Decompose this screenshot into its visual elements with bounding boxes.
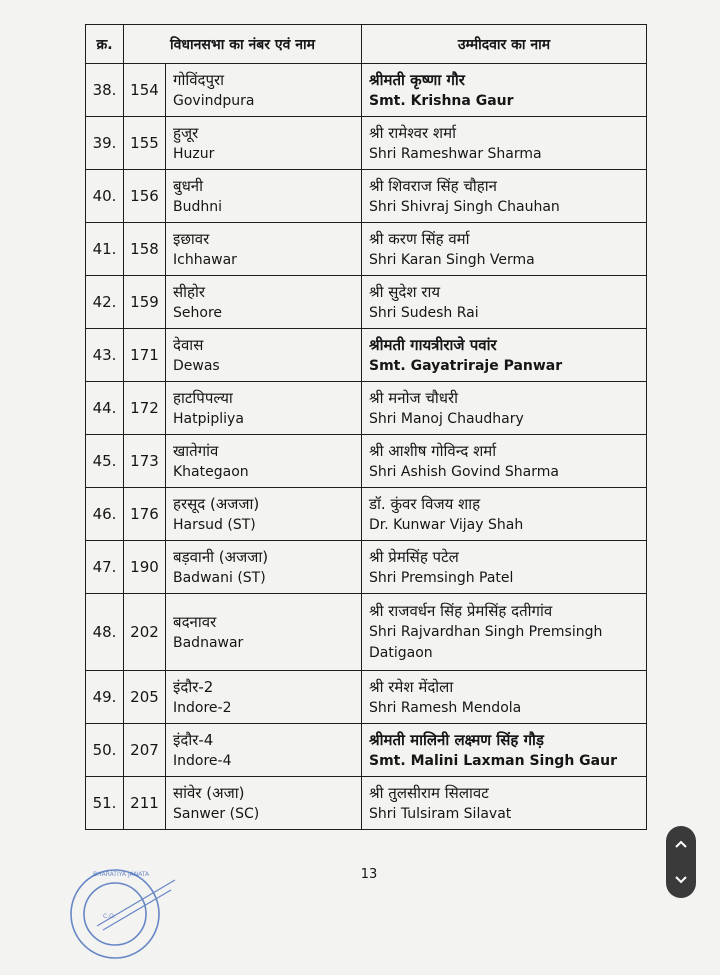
constituency-name-hindi: खातेगांव bbox=[173, 441, 219, 460]
constituency-name-hindi: इंदौर-4 bbox=[173, 730, 214, 749]
constituency-name-hindi: इछावर bbox=[173, 229, 210, 248]
ac-number-cell: 154 bbox=[124, 64, 166, 117]
table-header-row bbox=[86, 25, 647, 64]
candidate-cell bbox=[362, 594, 647, 671]
constituency-cell bbox=[166, 671, 362, 724]
candidate-name-hindi: श्री आशीष गोविन्द शर्मा bbox=[369, 441, 497, 460]
candidate-name-english: Shri Sudesh Rai bbox=[369, 304, 479, 321]
ac-number-cell: 207 bbox=[124, 724, 166, 777]
constituency-cell bbox=[166, 541, 362, 594]
table-row bbox=[86, 276, 647, 329]
candidate-cell bbox=[362, 170, 647, 223]
candidate-name-hindi: श्री शिवराज सिंह चौहान bbox=[369, 176, 497, 195]
candidate-name-hindi: श्री रामेश्वर शर्मा bbox=[369, 123, 456, 142]
ac-number-cell: 156 bbox=[124, 170, 166, 223]
table-row bbox=[86, 223, 647, 276]
constituency-name-hindi: इंदौर-2 bbox=[173, 677, 214, 696]
table-row bbox=[86, 64, 647, 117]
constituency-name-hindi: बदनावर bbox=[173, 612, 217, 631]
candidate-name-english: Smt. Krishna Gaur bbox=[369, 92, 514, 109]
constituency-name-english: Sehore bbox=[173, 304, 222, 321]
chevron-up-icon bbox=[674, 839, 688, 849]
candidate-name-english: Shri Karan Singh Verma bbox=[369, 251, 535, 268]
chevron-down-icon bbox=[674, 875, 688, 885]
candidate-name-hindi: श्रीमती मालिनी लक्ष्मण सिंह गौड़ bbox=[369, 730, 544, 749]
constituency-cell bbox=[166, 223, 362, 276]
table-row bbox=[86, 117, 647, 170]
svg-text:BHARATIYA JANATA: BHARATIYA JANATA bbox=[93, 871, 150, 878]
serial-cell: 44. bbox=[86, 382, 124, 435]
constituency-cell bbox=[166, 777, 362, 830]
serial-cell: 50. bbox=[86, 724, 124, 777]
constituency-name-hindi: हुजूर bbox=[173, 123, 199, 142]
constituency-cell bbox=[166, 594, 362, 671]
table-row bbox=[86, 541, 647, 594]
constituency-cell bbox=[166, 435, 362, 488]
candidate-name-hindi: श्रीमती गायत्रीराजे पवांर bbox=[369, 335, 497, 354]
candidate-name-hindi: श्री तुलसीराम सिलावट bbox=[369, 783, 489, 802]
candidate-name-english: Smt. Gayatriraje Panwar bbox=[369, 357, 563, 374]
candidate-name-english: Shri Rameshwar Sharma bbox=[369, 145, 542, 162]
serial-cell: 45. bbox=[86, 435, 124, 488]
table-row bbox=[86, 382, 647, 435]
candidate-cell bbox=[362, 276, 647, 329]
constituency-name-english: Badwani (ST) bbox=[173, 569, 266, 586]
svg-text:C.O.: C.O. bbox=[103, 913, 116, 920]
serial-cell: 42. bbox=[86, 276, 124, 329]
candidate-name-hindi: श्री मनोज चौधरी bbox=[369, 388, 459, 407]
constituency-name-english: Govindpura bbox=[173, 92, 255, 109]
constituency-name-hindi: हरसूद (अजजा) bbox=[173, 494, 260, 513]
constituency-name-english: Indore-4 bbox=[173, 752, 232, 769]
candidate-table bbox=[85, 24, 647, 830]
candidate-cell bbox=[362, 117, 647, 170]
candidate-name-english: Shri Ramesh Mendola bbox=[369, 699, 522, 716]
candidate-cell bbox=[362, 724, 647, 777]
constituency-name-english: Hatpipliya bbox=[173, 410, 244, 427]
constituency-cell bbox=[166, 64, 362, 117]
ac-number-cell: 205 bbox=[124, 671, 166, 724]
serial-cell: 39. bbox=[86, 117, 124, 170]
header-serial: क्र. bbox=[86, 25, 124, 64]
party-stamp-image bbox=[63, 860, 183, 968]
constituency-name-hindi: देवास bbox=[173, 335, 204, 354]
candidate-cell bbox=[362, 382, 647, 435]
constituency-name-english: Huzur bbox=[173, 145, 215, 162]
ac-number-cell: 173 bbox=[124, 435, 166, 488]
ac-number-cell: 158 bbox=[124, 223, 166, 276]
candidate-name-hindi: डॉ. कुंवर विजय शाह bbox=[369, 494, 481, 513]
scroll-up-button[interactable] bbox=[666, 826, 696, 862]
candidate-cell bbox=[362, 435, 647, 488]
serial-cell: 38. bbox=[86, 64, 124, 117]
serial-cell: 40. bbox=[86, 170, 124, 223]
ac-number-cell: 171 bbox=[124, 329, 166, 382]
constituency-name-english: Khategaon bbox=[173, 463, 249, 480]
candidate-name-hindi: श्रीमती कृष्णा गौर bbox=[369, 70, 465, 89]
table-row bbox=[86, 329, 647, 382]
candidate-name-english: Shri Ashish Govind Sharma bbox=[369, 463, 559, 480]
serial-cell: 48. bbox=[86, 594, 124, 671]
candidate-cell bbox=[362, 64, 647, 117]
constituency-name-hindi: बुधनी bbox=[173, 176, 204, 195]
table-row bbox=[86, 777, 647, 830]
candidate-cell bbox=[362, 329, 647, 382]
candidate-name-hindi: श्री सुदेश राय bbox=[369, 282, 441, 301]
candidate-name-hindi: श्री राजवर्धन सिंह प्रेमसिंह दतीगांव bbox=[369, 602, 553, 620]
serial-cell: 47. bbox=[86, 541, 124, 594]
serial-cell: 46. bbox=[86, 488, 124, 541]
serial-cell: 51. bbox=[86, 777, 124, 830]
constituency-name-english: Harsud (ST) bbox=[173, 516, 256, 533]
table-row bbox=[86, 671, 647, 724]
serial-cell: 49. bbox=[86, 671, 124, 724]
ac-number-cell: 159 bbox=[124, 276, 166, 329]
ac-number-cell: 155 bbox=[124, 117, 166, 170]
ac-number-cell: 190 bbox=[124, 541, 166, 594]
constituency-cell bbox=[166, 329, 362, 382]
candidate-cell bbox=[362, 488, 647, 541]
candidate-name-hindi: श्री रमेश मेंदोला bbox=[369, 677, 454, 696]
candidate-name-english: Shri Tulsiram Silavat bbox=[369, 805, 512, 822]
constituency-cell bbox=[166, 382, 362, 435]
serial-cell: 43. bbox=[86, 329, 124, 382]
candidate-cell bbox=[362, 541, 647, 594]
table-row bbox=[86, 724, 647, 777]
constituency-name-english: Budhni bbox=[173, 198, 222, 215]
candidate-name-english: Shri Rajvardhan Singh Premsingh Datigaon bbox=[369, 624, 603, 661]
constituency-name-hindi: सांवेर (अजा) bbox=[173, 783, 245, 802]
header-constituency: विधानसभा का नंबर एवं नाम bbox=[124, 25, 362, 64]
scroll-down-button[interactable] bbox=[666, 862, 696, 898]
constituency-name-english: Indore-2 bbox=[173, 699, 232, 716]
constituency-name-english: Ichhawar bbox=[173, 251, 237, 268]
constituency-name-hindi: गोविंदपुरा bbox=[173, 70, 225, 89]
table-row bbox=[86, 594, 647, 671]
candidate-cell bbox=[362, 671, 647, 724]
candidate-cell bbox=[362, 223, 647, 276]
page-number: 13 bbox=[360, 867, 378, 882]
ac-number-cell: 202 bbox=[124, 594, 166, 671]
constituency-cell bbox=[166, 170, 362, 223]
candidate-name-english: Shri Premsingh Patel bbox=[369, 569, 514, 586]
scroll-control bbox=[666, 826, 696, 898]
table-row bbox=[86, 488, 647, 541]
candidate-name-hindi: श्री करण सिंह वर्मा bbox=[369, 229, 470, 248]
header-candidate: उम्मीदवार का नाम bbox=[362, 25, 647, 64]
constituency-name-english: Dewas bbox=[173, 357, 220, 374]
constituency-cell bbox=[166, 276, 362, 329]
constituency-name-english: Sanwer (SC) bbox=[173, 805, 260, 822]
candidate-name-english: Smt. Malini Laxman Singh Gaur bbox=[369, 752, 617, 769]
ac-number-cell: 172 bbox=[124, 382, 166, 435]
ac-number-cell: 211 bbox=[124, 777, 166, 830]
table-row bbox=[86, 435, 647, 488]
candidate-name-hindi: श्री प्रेमसिंह पटेल bbox=[369, 547, 459, 566]
constituency-cell bbox=[166, 724, 362, 777]
ac-number-cell: 176 bbox=[124, 488, 166, 541]
constituency-name-hindi: बड़वानी (अजजा) bbox=[173, 547, 269, 566]
table-row bbox=[86, 170, 647, 223]
candidate-cell bbox=[362, 777, 647, 830]
candidate-name-english: Dr. Kunwar Vijay Shah bbox=[369, 516, 524, 533]
serial-cell: 41. bbox=[86, 223, 124, 276]
candidate-name-english: Shri Manoj Chaudhary bbox=[369, 410, 524, 427]
candidate-name-english: Shri Shivraj Singh Chauhan bbox=[369, 198, 560, 215]
constituency-cell bbox=[166, 117, 362, 170]
constituency-name-hindi: सीहोर bbox=[173, 282, 206, 301]
constituency-name-hindi: हाटपिपल्या bbox=[173, 388, 233, 407]
constituency-cell bbox=[166, 488, 362, 541]
constituency-name-english: Badnawar bbox=[173, 634, 244, 651]
